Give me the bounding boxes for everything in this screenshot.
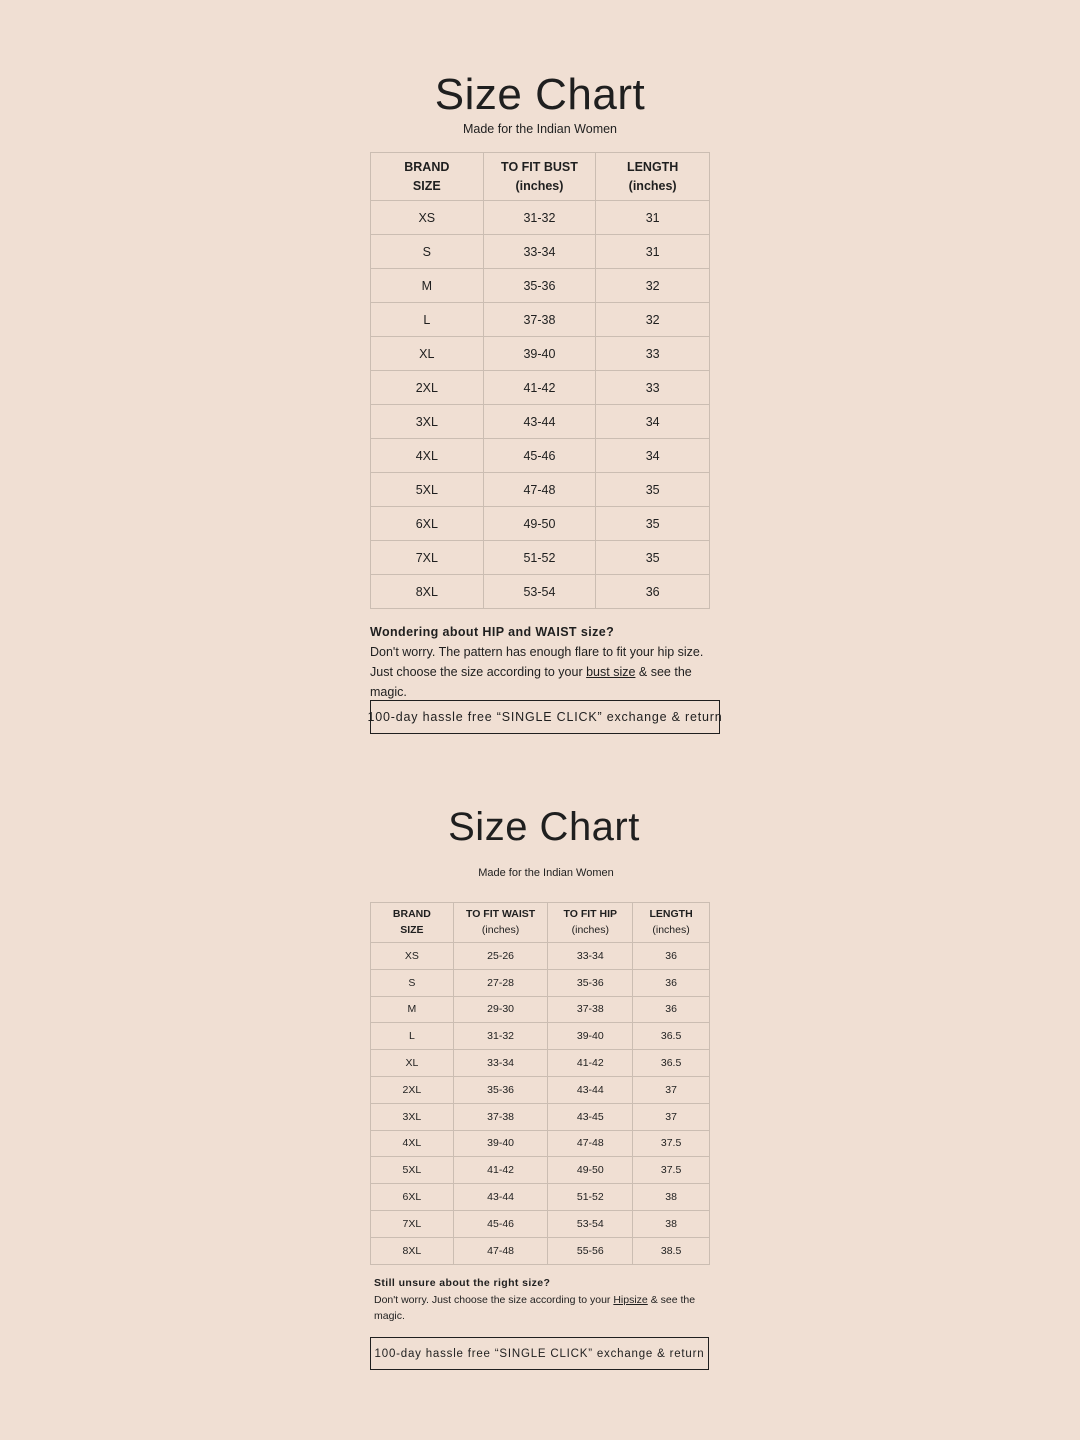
cell-length: 36.5 <box>633 1050 710 1077</box>
cell-hip: 39-40 <box>548 1023 633 1050</box>
cell-brand-size: 4XL <box>371 1130 454 1157</box>
cell-brand-size: L <box>371 1023 454 1050</box>
cell-waist: 27-28 <box>453 969 548 996</box>
cell-waist: 25-26 <box>453 943 548 970</box>
table-row <box>371 1130 710 1157</box>
cell-length: 38 <box>633 1210 710 1237</box>
table-row <box>371 1210 710 1237</box>
table-row <box>371 371 710 405</box>
cell-waist: 47-48 <box>453 1237 548 1264</box>
cell-length: 37 <box>633 1076 710 1103</box>
cell-length: 31 <box>596 235 710 269</box>
page-title: Size Chart <box>434 70 646 119</box>
cell-brand-size: XL <box>371 1050 454 1077</box>
cell-brand-size: 5XL <box>371 1157 454 1184</box>
table-row <box>371 507 710 541</box>
cell-brand-size: 8XL <box>371 1237 454 1264</box>
table-row <box>371 303 710 337</box>
cell-length: 35 <box>596 473 710 507</box>
cell-bust: 37-38 <box>483 303 596 337</box>
header-brand-size: BRAND SIZE <box>371 903 454 943</box>
table-row <box>371 969 710 996</box>
cell-bust: 33-34 <box>483 235 596 269</box>
cell-hip: 35-36 <box>548 969 633 996</box>
cell-brand-size: 2XL <box>371 1076 454 1103</box>
exchange-return-badge: 100-day hassle free “SINGLE CLICK” exchange & return <box>370 700 720 734</box>
cell-bust: 43-44 <box>483 405 596 439</box>
cell-length: 36 <box>633 969 710 996</box>
exchange-return-badge: 100-day hassle free “SINGLE CLICK” exchange & return <box>370 1337 709 1370</box>
cell-brand-size: 4XL <box>371 439 484 473</box>
table-row <box>371 337 710 371</box>
cell-waist: 31-32 <box>453 1023 548 1050</box>
cell-hip: 53-54 <box>548 1210 633 1237</box>
cell-waist: 45-46 <box>453 1210 548 1237</box>
cell-length: 36 <box>633 996 710 1023</box>
cell-waist: 41-42 <box>453 1157 548 1184</box>
cell-bust: 31-32 <box>483 201 596 235</box>
note-title: Wondering about HIP and WAIST size? <box>370 625 615 639</box>
table-row <box>371 1076 710 1103</box>
cell-brand-size: 2XL <box>371 371 484 405</box>
note-line: magic. <box>370 685 407 699</box>
hip-waist-note <box>370 622 720 702</box>
cell-bust: 51-52 <box>483 541 596 575</box>
header-length: LENGTH (inches) <box>596 153 710 201</box>
cell-brand-size: 7XL <box>371 541 484 575</box>
header-to-fit-waist: TO FIT WAIST (inches) <box>453 903 548 943</box>
table-row <box>371 1023 710 1050</box>
header-to-fit-hip: TO FIT HIP (inches) <box>548 903 633 943</box>
cell-waist: 39-40 <box>453 1130 548 1157</box>
table-row <box>371 1237 710 1264</box>
table-row <box>371 235 710 269</box>
cell-length: 34 <box>596 439 710 473</box>
cell-hip: 43-45 <box>548 1103 633 1130</box>
cell-brand-size: S <box>371 235 484 269</box>
cell-length: 37 <box>633 1103 710 1130</box>
cell-brand-size: 8XL <box>371 575 484 609</box>
cell-length: 34 <box>596 405 710 439</box>
cell-waist: 35-36 <box>453 1076 548 1103</box>
table-row <box>371 541 710 575</box>
bust-size-link[interactable]: bust size <box>586 665 636 679</box>
cell-length: 36 <box>633 943 710 970</box>
waist-hip-size-table <box>370 902 710 1265</box>
cell-hip: 33-34 <box>548 943 633 970</box>
cell-waist: 37-38 <box>453 1103 548 1130</box>
table-row <box>371 575 710 609</box>
cell-brand-size: XL <box>371 337 484 371</box>
cell-waist: 43-44 <box>453 1184 548 1211</box>
cell-hip: 51-52 <box>548 1184 633 1211</box>
table-row <box>371 405 710 439</box>
cell-hip: 41-42 <box>548 1050 633 1077</box>
cell-length: 32 <box>596 303 710 337</box>
table-row <box>371 269 710 303</box>
cell-brand-size: 3XL <box>371 1103 454 1130</box>
cell-hip: 49-50 <box>548 1157 633 1184</box>
table-row <box>371 1184 710 1211</box>
cell-brand-size: 6XL <box>371 1184 454 1211</box>
cell-bust: 45-46 <box>483 439 596 473</box>
header-to-fit-bust: TO FIT BUST (inches) <box>483 153 596 201</box>
cell-brand-size: M <box>371 996 454 1023</box>
table-row <box>371 1103 710 1130</box>
cell-hip: 43-44 <box>548 1076 633 1103</box>
cell-hip: 47-48 <box>548 1130 633 1157</box>
note-line: Don't worry. Just choose the size according to your Hipsize & see the <box>374 1293 696 1306</box>
table-header-row <box>371 153 710 201</box>
bust-size-table <box>370 152 710 609</box>
cell-brand-size: XS <box>371 201 484 235</box>
cell-hip: 55-56 <box>548 1237 633 1264</box>
cell-waist: 33-34 <box>453 1050 548 1077</box>
table-row <box>371 473 710 507</box>
note-title: Still unsure about the right size? <box>374 1277 551 1289</box>
header-length: LENGTH (inches) <box>633 903 710 943</box>
cell-brand-size: L <box>371 303 484 337</box>
page-title: Size Chart <box>448 805 640 849</box>
note-line: magic. <box>374 1310 405 1322</box>
cell-length: 37.5 <box>633 1130 710 1157</box>
cell-brand-size: 6XL <box>371 507 484 541</box>
table-row <box>371 1157 710 1184</box>
cell-length: 35 <box>596 541 710 575</box>
cell-bust: 53-54 <box>483 575 596 609</box>
cell-brand-size: 3XL <box>371 405 484 439</box>
cell-brand-size: S <box>371 969 454 996</box>
cell-length: 31 <box>596 201 710 235</box>
cell-brand-size: 7XL <box>371 1210 454 1237</box>
cell-length: 38.5 <box>633 1237 710 1264</box>
cell-brand-size: 5XL <box>371 473 484 507</box>
table-row <box>371 996 710 1023</box>
cell-length: 37.5 <box>633 1157 710 1184</box>
cell-length: 33 <box>596 337 710 371</box>
table-header-row <box>371 903 710 943</box>
note-line: Just choose the size according to your bust size & see the <box>370 665 692 679</box>
table-row <box>371 943 710 970</box>
cell-bust: 39-40 <box>483 337 596 371</box>
cell-length: 36 <box>596 575 710 609</box>
right-size-note <box>374 1275 719 1325</box>
cell-bust: 47-48 <box>483 473 596 507</box>
note-line: Don't worry. The pattern has enough flare to fit your hip size. <box>370 645 704 659</box>
header-brand-size: BRAND SIZE <box>371 153 484 201</box>
cell-bust: 41-42 <box>483 371 596 405</box>
cell-bust: 49-50 <box>483 507 596 541</box>
cell-bust: 35-36 <box>483 269 596 303</box>
cell-brand-size: M <box>371 269 484 303</box>
cell-length: 38 <box>633 1184 710 1211</box>
cell-length: 36.5 <box>633 1023 710 1050</box>
cell-brand-size: XS <box>371 943 454 970</box>
cell-length: 32 <box>596 269 710 303</box>
table-row <box>371 439 710 473</box>
cell-hip: 37-38 <box>548 996 633 1023</box>
cell-length: 33 <box>596 371 710 405</box>
page-subtitle: Made for the Indian Women <box>478 867 614 879</box>
page-subtitle: Made for the Indian Women <box>462 122 618 136</box>
table-row <box>371 201 710 235</box>
table-row <box>371 1050 710 1077</box>
cell-length: 35 <box>596 507 710 541</box>
hipsize-link[interactable]: Hipsize <box>613 1293 648 1306</box>
cell-waist: 29-30 <box>453 996 548 1023</box>
